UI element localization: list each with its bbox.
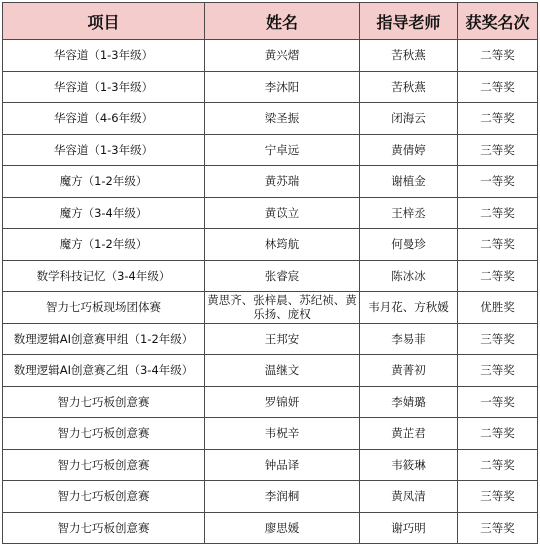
cell-name: 黄思齐、张梓晨、苏纪祯、黄乐扬、庞权 <box>205 292 360 324</box>
cell-rank: 三等奖 <box>458 481 538 513</box>
cell-name: 宁卓远 <box>205 134 360 166</box>
cell-project: 智力七巧板现场团体赛 <box>3 292 205 324</box>
cell-rank: 三等奖 <box>458 323 538 355</box>
cell-teacher: 黄倩婷 <box>360 134 458 166</box>
table-row <box>3 323 538 355</box>
cell-teacher: 谢植金 <box>360 166 458 198</box>
cell-name: 钟品译 <box>205 449 360 481</box>
header-name: 姓名 <box>205 3 360 40</box>
cell-teacher: 韦月花、方秋媛 <box>360 292 458 324</box>
cell-project: 华容道（1-3年级） <box>3 40 205 72</box>
cell-rank: 二等奖 <box>458 40 538 72</box>
cell-name: 林筠航 <box>205 229 360 261</box>
cell-teacher: 韦筱琳 <box>360 449 458 481</box>
table-row <box>3 197 538 229</box>
cell-project: 智力七巧板创意赛 <box>3 386 205 418</box>
cell-project: 智力七巧板创意赛 <box>3 512 205 544</box>
cell-rank: 二等奖 <box>458 229 538 261</box>
table-row <box>3 166 538 198</box>
table-row <box>3 71 538 103</box>
header-project: 项目 <box>3 3 205 40</box>
cell-rank: 一等奖 <box>458 386 538 418</box>
cell-rank: 二等奖 <box>458 197 538 229</box>
cell-project: 魔方（1-2年级） <box>3 229 205 261</box>
cell-project: 华容道（1-3年级） <box>3 71 205 103</box>
cell-rank: 二等奖 <box>458 71 538 103</box>
cell-name: 黄兴熠 <box>205 40 360 72</box>
cell-teacher: 李婧璐 <box>360 386 458 418</box>
table-row <box>3 229 538 261</box>
cell-rank: 一等奖 <box>458 166 538 198</box>
cell-project: 魔方（3-4年级） <box>3 197 205 229</box>
cell-project: 华容道（1-3年级） <box>3 134 205 166</box>
table-row <box>3 512 538 544</box>
awards-table <box>2 2 538 544</box>
cell-teacher: 闭海云 <box>360 103 458 135</box>
cell-name: 温继文 <box>205 355 360 387</box>
table-row <box>3 292 538 324</box>
cell-teacher: 陈冰冰 <box>360 260 458 292</box>
cell-project: 魔方（1-2年级） <box>3 166 205 198</box>
cell-project: 智力七巧板创意赛 <box>3 449 205 481</box>
cell-name: 罗锦妍 <box>205 386 360 418</box>
cell-teacher: 何曼珍 <box>360 229 458 261</box>
cell-teacher: 王梓丞 <box>360 197 458 229</box>
cell-teacher: 苦秋燕 <box>360 40 458 72</box>
cell-rank: 二等奖 <box>458 260 538 292</box>
cell-teacher: 黄凤清 <box>360 481 458 513</box>
table-row <box>3 355 538 387</box>
cell-teacher: 苦秋燕 <box>360 71 458 103</box>
cell-name: 张睿宸 <box>205 260 360 292</box>
cell-name: 黄苡立 <box>205 197 360 229</box>
table-row <box>3 260 538 292</box>
cell-rank: 三等奖 <box>458 355 538 387</box>
header-row <box>3 3 538 40</box>
table-row <box>3 134 538 166</box>
table-row <box>3 40 538 72</box>
cell-project: 数学科技记忆（3-4年级） <box>3 260 205 292</box>
cell-name: 韦柷辛 <box>205 418 360 450</box>
cell-project: 智力七巧板创意赛 <box>3 481 205 513</box>
cell-project: 数理逻辑AI创意赛乙组（3-4年级） <box>3 355 205 387</box>
cell-rank: 二等奖 <box>458 103 538 135</box>
cell-name: 梁圣振 <box>205 103 360 135</box>
cell-project: 智力七巧板创意赛 <box>3 418 205 450</box>
cell-teacher: 李易菲 <box>360 323 458 355</box>
cell-name: 李润桐 <box>205 481 360 513</box>
header-rank: 获奖名次 <box>458 3 538 40</box>
header-teacher: 指导老师 <box>360 3 458 40</box>
table-row <box>3 418 538 450</box>
cell-name: 王邦安 <box>205 323 360 355</box>
cell-rank: 三等奖 <box>458 512 538 544</box>
cell-teacher: 黄菁初 <box>360 355 458 387</box>
cell-name: 廖思媛 <box>205 512 360 544</box>
cell-name: 黄苏瑞 <box>205 166 360 198</box>
cell-name: 李沐阳 <box>205 71 360 103</box>
table-row <box>3 103 538 135</box>
cell-project: 数理逻辑AI创意赛甲组（1-2年级） <box>3 323 205 355</box>
table-row <box>3 386 538 418</box>
cell-rank: 优胜奖 <box>458 292 538 324</box>
table-row <box>3 481 538 513</box>
table-row <box>3 449 538 481</box>
cell-rank: 二等奖 <box>458 449 538 481</box>
cell-teacher: 黄芷君 <box>360 418 458 450</box>
cell-project: 华容道（4-6年级） <box>3 103 205 135</box>
cell-rank: 三等奖 <box>458 134 538 166</box>
cell-rank: 二等奖 <box>458 418 538 450</box>
cell-teacher: 谢巧明 <box>360 512 458 544</box>
